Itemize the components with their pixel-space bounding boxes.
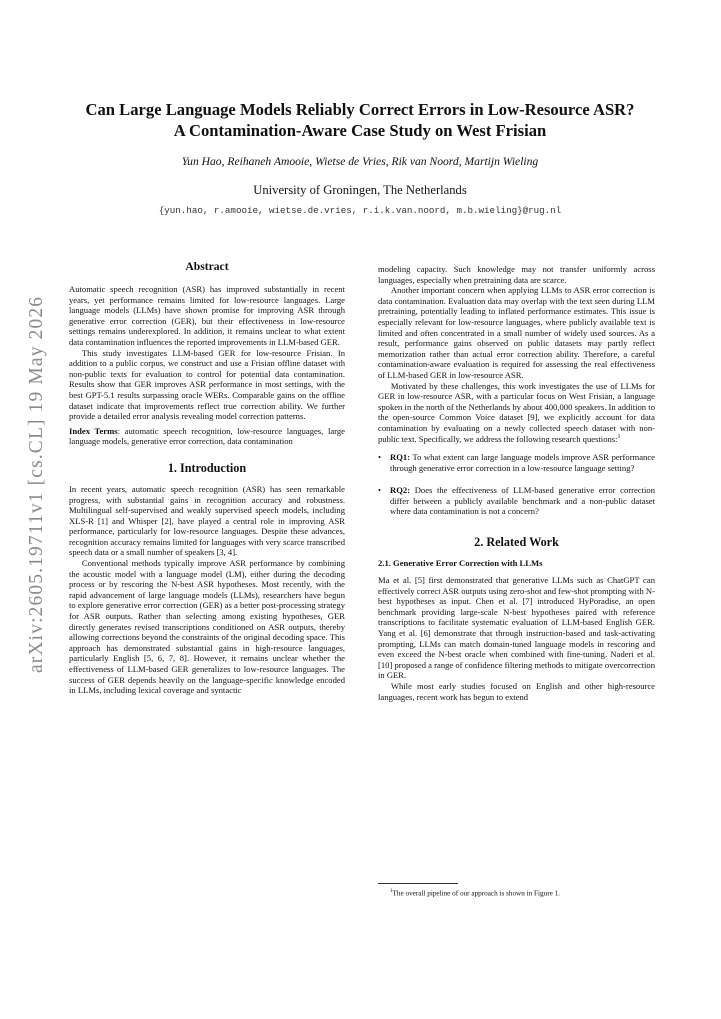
intro-paragraph-4: Another important concern when applying LLMs to ASR error correction is data contamination. Evaluation data may overlap with the text seen during LLM pretraining, potentially leading to inflated performance estimates. This issue is especially relevant for low-resource languages, where publicly available text is limited and often concentrated in a small number of widely used sources. As a result, performance gains observed on public datasets may partly reflect memorization rather than actual error correction ability. Therefore, a careful contamination-aware evaluation is required for assessing the real effectiveness of LLM-based GER in low-resource ASR. bbox=[378, 285, 655, 380]
arxiv-stamp-text: arXiv:2605.19711v1 [cs.CL] 19 May 2026 bbox=[26, 297, 47, 673]
related-work-subheading: 2.1. Generative Error Correction with LLMs bbox=[378, 558, 543, 569]
abstract-paragraph-1: Automatic speech recognition (ASR) has improved substantially in recent years, yet performance remains limited for low-resource languages. Large language models (LLMs) have shown promise for improving ASR through generative error correction (GER), but their effectiveness in low-resource settings remains underexplored. In addition, it remains unclear to what extent data contamination influences the reported improvements in LLM-based GER. bbox=[69, 284, 345, 347]
paper-title bbox=[60, 99, 660, 141]
title-line-2: A Contamination-Aware Case Study on West Frisian bbox=[173, 121, 547, 140]
bullet-marker: • bbox=[378, 485, 382, 496]
footnote bbox=[390, 887, 652, 898]
research-question-2 bbox=[378, 485, 655, 517]
author-emails: {yun.hao, r.amooie, wietse.de.vries, r.i.k.van.noord, m.b.wieling}@rug.nl bbox=[158, 205, 562, 216]
intro-paragraph-5 bbox=[378, 381, 655, 445]
rq1-label: RQ1: bbox=[390, 452, 411, 463]
intro-paragraph-3: modeling capacity. Such knowledge may not transfer uniformly across languages, especially when pretraining data are scarce. bbox=[378, 264, 655, 285]
footnote-divider bbox=[378, 883, 458, 884]
footnote-reference: 1 bbox=[617, 433, 621, 440]
index-terms bbox=[69, 426, 345, 447]
affiliation: University of Groningen, The Netherlands bbox=[253, 183, 467, 197]
abstract-paragraph-2: This study investigates LLM-based GER for low-resource Frisian. In addition to a public corpus, we construct and use a Frisian offline dataset with non-public texts for evaluation to control for potential data contamination. Results show that GER improves ASR performance in most settings, with the best GPT-5.1 results surpassing oracle WERs. Comparable gains on the offline dataset indicate that improvements reflect true correction ability. We further provide a detailed error analysis revealing model correction patterns. bbox=[69, 347, 345, 422]
title-line-1: Can Large Language Models Reliably Correct Errors in Low-Resource ASR? bbox=[85, 100, 635, 119]
bullet-marker: • bbox=[378, 452, 382, 463]
related-paragraph-2: While most early studies focused on English and other high-resource languages, recent work has begun to extend bbox=[378, 681, 655, 702]
research-questions-list bbox=[378, 452, 655, 517]
intro-paragraph-2: Conventional methods typically improve ASR performance by combining the acoustic model with a language model (LM), either during the decoding process or by rescoring the N-best ASR hypotheses. Most recently, with the rapid advancement of large language models (LLMs), researchers have begun to explore generative error correction (GER) as a better post-processing strategy for ASR outputs. Rather than selecting among existing hypotheses, GER directly generates revised transcriptions conditioned on ASR outputs, thereby allowing corrections beyond the constraints of the original decoding space. This approach has demonstrated substantial gains in high-resource languages, particularly English [5, 6, 7, 8]. However, it remains unclear whether the effectiveness of LLM-based GER generalizes to low-resource languages. The success of GER depends heavily on the language-specific knowledge encoded in LLMs, including lexical coverage and syntactic bbox=[69, 558, 345, 696]
rq1-text: To what extent can large language models improve ASR performance through generative error correction in a low-resource language setting? bbox=[390, 452, 655, 473]
index-terms-text: : automatic speech recognition, low-resource languages, large language models, generative error correction, data contamination bbox=[69, 425, 345, 447]
related-paragraph-1: Ma et al. [5] first demonstrated that generative LLMs such as ChatGPT can effectively correct ASR outputs using zero-shot and few-shot prompting with N-best hypotheses as input. Chen et al. [7] introduced HyPoradise, an open benchmark providing large-scale N-best hypotheses paired with reference transcriptions to facilitate systematic evaluation of LLM-based English GER. Yang et al. [6] demonstrate that through instruction-based and task-activating prompting, LLMs can match domain-tuned language models in rescoring and even exceed the N-best oracle when combined with fine-tuning. Naderi et al. [10] proposed a range of confidence filtering methods to mitigate overcorrection in GER. bbox=[378, 575, 655, 681]
introduction-heading: 1. Introduction bbox=[167, 460, 247, 475]
author-list: Yun Hao, Reihaneh Amooie, Wietse de Vries, Rik van Noord, Martijn Wieling bbox=[181, 155, 539, 168]
abstract-heading: Abstract bbox=[185, 260, 229, 273]
related-work-heading: 2. Related Work bbox=[474, 535, 559, 550]
rq2-label: RQ2: bbox=[390, 485, 411, 496]
arxiv-identifier-stamp bbox=[20, 295, 50, 675]
index-terms-label: Index Terms bbox=[69, 425, 118, 436]
research-question-1 bbox=[378, 452, 655, 473]
footnote-mark: 1 bbox=[390, 889, 393, 894]
arxiv-stamp-svg bbox=[20, 295, 50, 675]
rq2-text: Does the effectiveness of LLM-based generative error correction differ between a publicly available benchmark and a non-public dataset where data contamination is not a concern? bbox=[390, 485, 655, 517]
intro-paragraph-5-text: Motivated by these challenges, this work investigates the use of LLMs for GER in low-resource ASR, with a particular focus on West Frisian, a language spoken in the north of the Netherlands by about 400,000 speakers. In addition to the open-source Common Voice dataset [9], we explicitly account for data contamination by evaluating on a newly collected speech dataset with non-public text. Specifically, we address the following research questions: bbox=[378, 380, 655, 444]
right-column bbox=[378, 264, 655, 702]
left-column bbox=[69, 260, 345, 696]
footnote-text: The overall pipeline of our approach is shown in Figure 1. bbox=[392, 889, 560, 898]
intro-paragraph-1: In recent years, automatic speech recognition (ASR) has seen remarkable progress, with substantial gains in recognition accuracy and robustness. Multilingual self-supervised and weakly supervised speech models, including XLS-R [1] and Whisper [2], have played a central role in improving ASR performance, particularly for low-resource languages. Despite these advances, recognition accuracy remains limited for languages with very scarce transcribed speech data or a small number of speakers [3, 4]. bbox=[69, 483, 345, 558]
